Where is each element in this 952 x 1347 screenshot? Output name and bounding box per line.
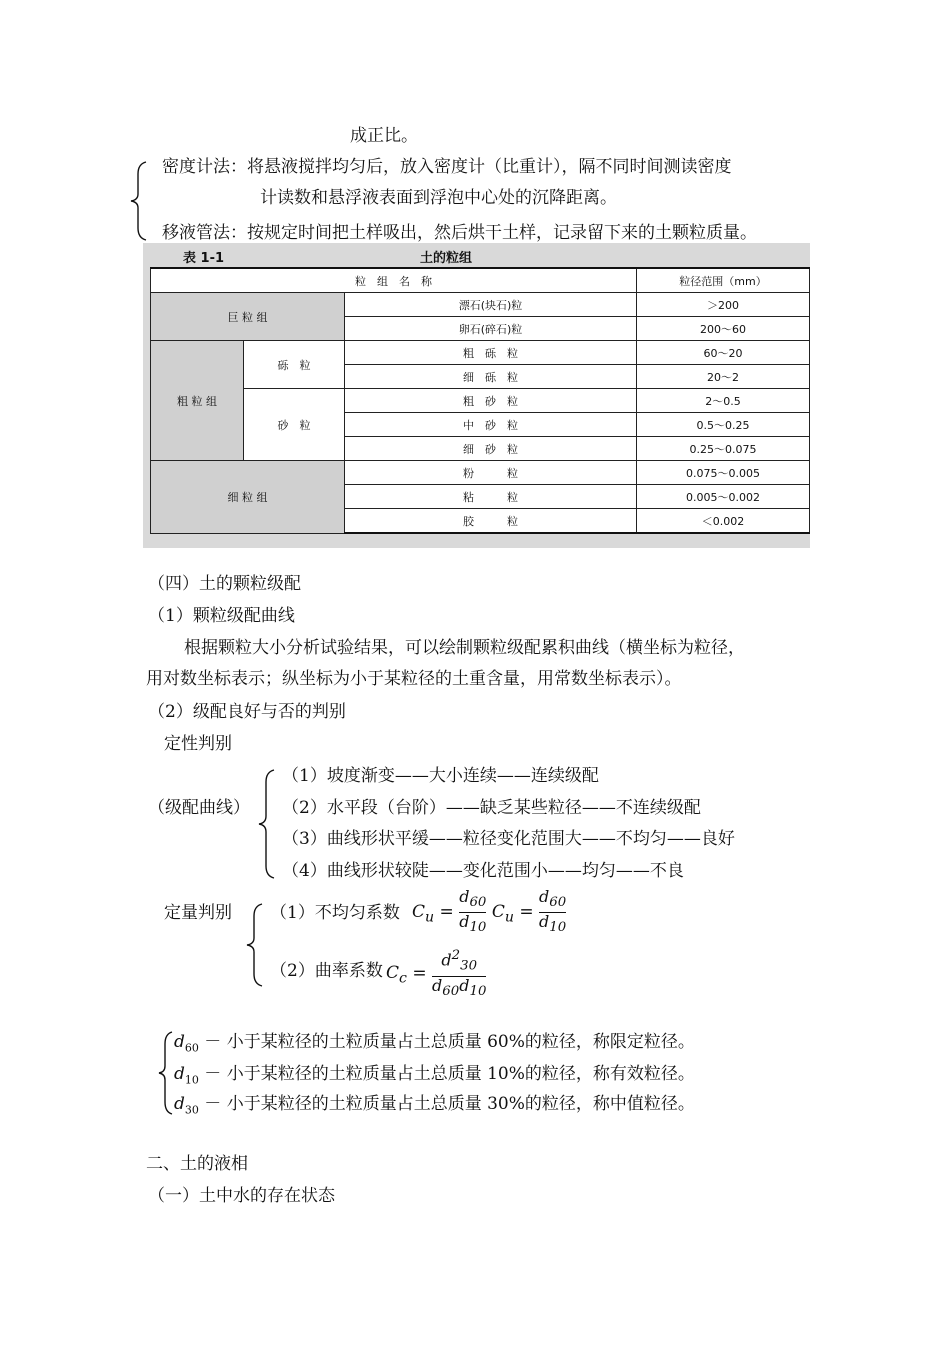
- subsection-heading: （2）级配良好与否的判别: [148, 702, 346, 722]
- d30-definition: $d_{30}$ － 小于某粒径的土粒质量占土总质量 30%的粒径，称中值粒径。: [174, 1094, 695, 1117]
- row-name: 细 砾 粒: [345, 365, 637, 389]
- paragraph-line: 根据颗粒大小分析试验结果，可以绘制颗粒级配累积曲线（横坐标为粒径，: [184, 638, 745, 658]
- qualitative-label: 定性判别: [164, 734, 232, 754]
- subsection-heading: （一）土中水的存在状态: [148, 1186, 335, 1206]
- subsection-heading: （1）颗粒级配曲线: [148, 606, 295, 626]
- group-coarse: 粗 粒 组: [151, 341, 244, 461]
- table-row: [151, 461, 810, 485]
- density-method-line2: 计读数和悬浮液表面到浮泡中心处的沉降距离。: [260, 188, 617, 208]
- criterion-item: （3）曲线形状平缓——粒径变化范围大——不均匀——良好: [282, 829, 735, 849]
- row-range: 0.5～0.25: [637, 413, 810, 437]
- intro-line: 成正比。: [350, 126, 418, 146]
- row-name: 粗 砾 粒: [345, 341, 637, 365]
- row-range: 0.25～0.075: [637, 437, 810, 461]
- row-name: 细 砂 粒: [345, 437, 637, 461]
- row-name: 漂石(块石)粒: [345, 293, 637, 317]
- paragraph-line: 用对数坐标表示；纵坐标为小于某粒径的土重含量，用常数坐标表示）。: [146, 669, 682, 689]
- curve-label: （级配曲线）: [148, 798, 250, 818]
- row-range: 0.005～0.002: [637, 485, 810, 509]
- row-range: 2～0.5: [637, 389, 810, 413]
- group-fine: 细 粒 组: [151, 461, 345, 534]
- row-name: 粉 粒: [345, 461, 637, 485]
- section-heading: （四）土的颗粒级配: [148, 574, 301, 594]
- row-name: 胶 粒: [345, 509, 637, 534]
- row-name: 卵石(碎石)粒: [345, 317, 637, 341]
- row-range: ＞200: [637, 293, 810, 317]
- criterion-item: （4）曲线形状较陡——变化范围小——均匀——不良: [282, 861, 684, 881]
- header-range: 粒径范围（mm）: [637, 268, 810, 293]
- row-range: 20～2: [637, 365, 810, 389]
- d30-text: － 小于某粒径的土粒质量占土总质量 30%的粒径，称中值粒径。: [204, 1094, 695, 1114]
- header-name: 粒 组 名 称: [151, 268, 637, 293]
- table-caption: 表 1-1: [183, 251, 225, 266]
- row-name: 粗 砂 粒: [345, 389, 637, 413]
- section-heading: 二、土的液相: [146, 1154, 248, 1174]
- table-header-row: [151, 268, 810, 293]
- brace-icon: [128, 160, 150, 242]
- brace-icon: [256, 768, 278, 880]
- brace-icon: [244, 902, 266, 988]
- table-row: [151, 293, 810, 317]
- soil-fraction-table: [150, 267, 810, 534]
- row-range: 60～20: [637, 341, 810, 365]
- criterion-item: （2）水平段（台阶）——缺乏某些粒径——不连续级配: [282, 798, 701, 818]
- quantitative-label: 定量判别: [164, 903, 232, 923]
- subgroup-sand: 砂 粒: [244, 389, 345, 461]
- d10-definition: $d_{10}$ － 小于某粒径的土粒质量占土总质量 10%的粒径，称有效粒径。: [174, 1064, 695, 1087]
- subgroup-gravel: 砾 粒: [244, 341, 345, 389]
- brace-icon: [156, 1030, 176, 1116]
- table-title: 土的粒组: [420, 251, 473, 266]
- uniformity-coefficient-label: （1）不均匀系数: [270, 903, 400, 923]
- row-range: 0.075～0.005: [637, 461, 810, 485]
- density-method-line1: 密度计法：将悬液搅拌均匀后，放入密度计（比重计），隔不同时间测读密度: [162, 157, 732, 177]
- d60-definition: $d_{60}$ － 小于某粒径的土粒质量占土总质量 60%的粒径，称限定粒径。: [174, 1032, 695, 1055]
- table-row: [151, 389, 810, 413]
- row-name: 中 砂 粒: [345, 413, 637, 437]
- row-range: 200～60: [637, 317, 810, 341]
- cu-formula: $C_u$ = $\frac{d_{60}}{d_{10}}$ $C_u$ = $\frac{d_{60}}{d_{10}}$: [412, 887, 567, 936]
- d10-text: － 小于某粒径的土粒质量占土总质量 10%的粒径，称有效粒径。: [204, 1064, 695, 1084]
- group-huge: 巨 粒 组: [151, 293, 345, 341]
- criterion-item: （1）坡度渐变——大小连续——连续级配: [282, 766, 599, 786]
- cc-formula: $C_c$ = $\frac{d^2_{30}}{d_{60}d_{10}}$: [386, 948, 487, 999]
- table-row: [151, 341, 810, 365]
- d60-text: － 小于某粒径的土粒质量占土总质量 60%的粒径，称限定粒径。: [204, 1032, 695, 1052]
- curvature-coefficient-label: （2）曲率系数: [270, 961, 383, 981]
- row-name: 粘 粒: [345, 485, 637, 509]
- pipette-method: 移液管法：按规定时间把土样吸出，然后烘干土样，记录留下来的土颗粒质量。: [162, 223, 757, 243]
- row-range: ＜0.002: [637, 509, 810, 534]
